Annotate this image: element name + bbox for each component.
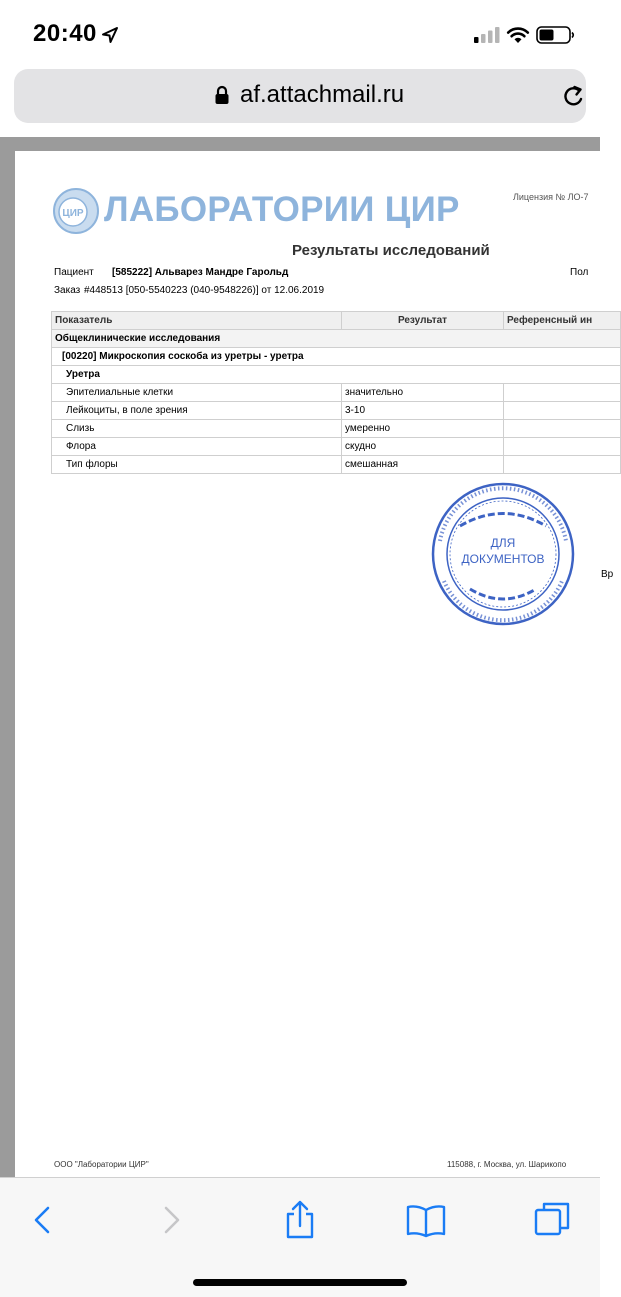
forward-icon[interactable]: [148, 1198, 192, 1242]
document-page: [15, 151, 615, 1191]
row-name: Флора: [52, 438, 342, 456]
patient-value: [585222] Альварез Мандре Гарольд: [112, 267, 289, 278]
header-reference: Референсный ин: [504, 312, 621, 330]
back-icon[interactable]: [22, 1198, 66, 1242]
subsection-title: [00220] Микроскопия соскоба из уретры - уретра: [52, 348, 621, 366]
status-time: 20:40: [33, 20, 97, 47]
row-reference: [504, 384, 621, 402]
header-result: Результат: [342, 312, 504, 330]
document-title: Результаты исследований: [292, 242, 490, 259]
row-value: значительно: [342, 384, 504, 402]
doctor-label: Вр: [601, 569, 614, 580]
row-name: Эпителиальные клетки: [52, 384, 342, 402]
row-reference: [504, 438, 621, 456]
table-row: [52, 456, 621, 474]
stamp-text-line1: ДЛЯ: [490, 536, 516, 550]
address-bar[interactable]: [14, 69, 586, 123]
pdf-viewer[interactable]: [0, 137, 614, 1177]
seal-stamp: [430, 481, 576, 627]
logo-icon: [52, 187, 100, 235]
order-label: Заказ: [54, 285, 81, 296]
subsection-row: [52, 348, 621, 366]
footer-company: ООО "Лаборатории ЦИР": [54, 1160, 149, 1169]
table-header: [52, 312, 621, 330]
table-row: [52, 420, 621, 438]
table-row: [52, 402, 621, 420]
sex-label: Пол: [570, 267, 589, 278]
group-row: [52, 366, 621, 384]
table-row: [52, 384, 621, 402]
row-reference: [504, 456, 621, 474]
table-row: [52, 438, 621, 456]
url-text[interactable]: af.attachmail.ru: [240, 81, 405, 108]
row-value: смешанная: [342, 456, 504, 474]
header-indicator: Показатель: [52, 312, 342, 330]
stamp-text-line2: ДОКУМЕНТОВ: [461, 552, 545, 566]
section-row: [52, 330, 621, 348]
lock-icon: [214, 85, 230, 105]
reload-icon[interactable]: [561, 83, 587, 109]
browser-toolbar: [0, 1177, 600, 1297]
patient-row: [54, 267, 288, 278]
license-text: Лицензия № ЛО-7: [513, 192, 589, 202]
results-table: [51, 311, 621, 474]
wifi-icon: [506, 26, 530, 44]
location-arrow-icon: [101, 26, 119, 44]
row-value: умеренно: [342, 420, 504, 438]
row-value: скудно: [342, 438, 504, 456]
signal-icon: [474, 27, 500, 43]
row-name: Слизь: [52, 420, 342, 438]
logo-icon-text: ЦИР: [62, 208, 84, 219]
tabs-icon[interactable]: [530, 1198, 574, 1242]
row-name: Тип флоры: [52, 456, 342, 474]
group-title: Уретра: [52, 366, 621, 384]
bookmarks-icon[interactable]: [404, 1198, 448, 1242]
patient-label: Пациент: [54, 267, 94, 278]
logo-text: ЛАБОРАТОРИИ ЦИР: [104, 190, 460, 229]
battery-icon: [536, 25, 576, 45]
share-icon[interactable]: [278, 1198, 322, 1242]
row-reference: [504, 420, 621, 438]
home-indicator[interactable]: [193, 1279, 407, 1286]
order-value: #448513 [050-5540223 (040-9548226)] от 12.06.2019: [84, 285, 325, 296]
row-value: 3-10: [342, 402, 504, 420]
row-name: Лейкоциты, в поле зрения: [52, 402, 342, 420]
footer-address: 115088, г. Москва, ул. Шарикопо: [447, 1160, 567, 1169]
order-row: [54, 285, 324, 296]
row-reference: [504, 402, 621, 420]
status-bar: [0, 0, 600, 66]
section-title: Общеклинические исследования: [52, 330, 621, 348]
